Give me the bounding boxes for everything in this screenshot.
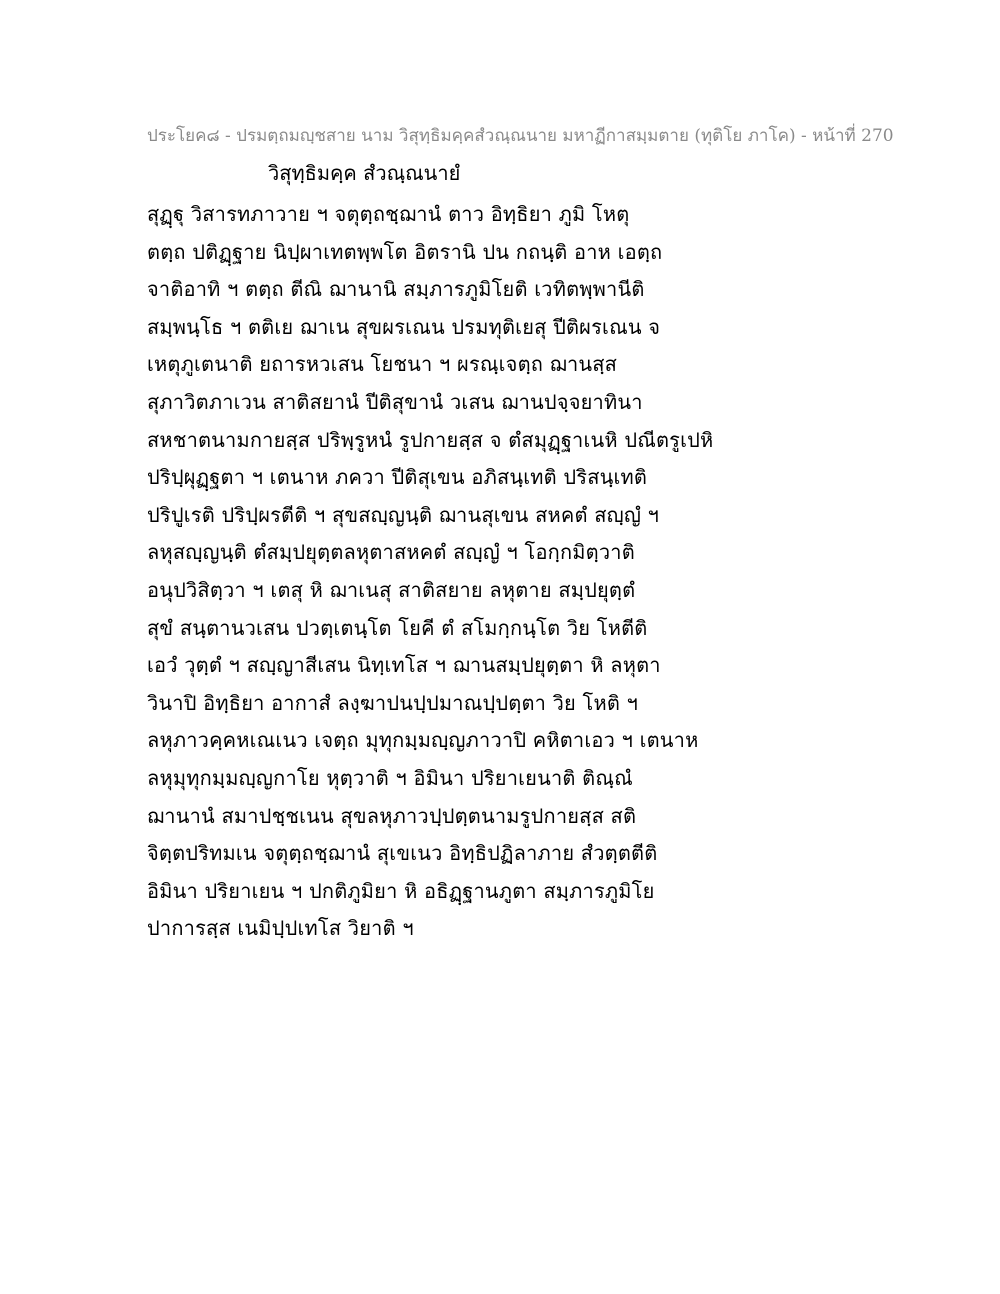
text-line: สุภาวิตภาเวน สาติสยานํ ปีติสุขานํ วเสน ฌานปจฺจยาทินา [147,389,643,414]
text-line: ปริปฺผุฏฺฐตา ฯ เตนาห ภควา ปีติสุเขน อภิสนฺเทติ ปริสนฺเทติ [147,465,648,490]
text-line: ลหุภาวคฺคหเณเนว เจตฺถ มุทุกมฺมญฺญภาวาปิ คหิตาเอว ฯ เตนาห [147,728,699,753]
text-line: จาติอาทิ ฯ ตตฺถ ตีณิ ฌานานิ สมฺภารภูมิโยติ เวทิตพฺพานีติ [147,277,645,302]
text-line: ลหุมุทุกมฺมญฺญกาโย หุตฺวาติ ฯ อิมินา ปริยาเยนาติ ติณฺณํ [147,765,633,790]
text-line: อนุปวิสิตฺวา ฯ เตสุ หิ ฌาเนสุ สาติสยาย ลหุตาย สมฺปยุตฺตํ [147,577,636,602]
text-line: สุฏฺฐุ วิสารทภาวาย ฯ จตุตฺถชฺฌานํ ตาว อิทฺธิยา ภูมิ โหตุ [147,202,630,226]
text-line: ปาการสฺส เนมิปฺปเทโส วิยาติ ฯ [147,916,414,941]
text-line: เอวํ วุตฺตํ ฯ สญฺญาสีเสน นิทฺเทโส ฯ ฌานสมฺปยุตฺตา หิ ลหุตา [147,653,661,678]
section-title: วิสุทฺธิมคฺค สํวณฺณนายํ [268,161,461,185]
text-line: ปริปูเรติ ปริปฺผรตีติ ฯ สุขสญฺญนฺติ ฌานสุเขน สหคตํ สญฺญํ ฯ [147,502,660,527]
text-line: ลหุสญฺญนฺติ ตํสมฺปยุตฺตลหุตาสหคตํ สญฺญํ ฯ โอกฺกมิตฺวาติ [147,540,635,565]
text-line: เหตุภูเตนาติ ยถารหวเสน โยชนา ฯ ผรณฺเจตฺถ ฌานสฺส [147,352,618,377]
text-line: จิตฺตปริทมเน จตุตฺถชฺฌานํ สุเขเนว อิทฺธิปฏิลาภาย สํวตฺตตีติ [147,841,658,866]
page-header: ประโยค๘ - ปรมตฺถมญฺชสาย นาม วิสุทฺธิมคฺคสํวณฺณนาย มหาฏีกาสมฺมตาย (ทุติโย ภาโค) - หน้าที่ 270 [147,126,894,146]
text-line: สหชาตนามกายสฺส ปริพฺรูหนํ รูปกายสฺส จ ตํสมุฏฺฐาเนหิ ปณีตรูเปหิ [147,427,714,452]
text-line: วินาปิ อิทฺธิยา อากาสํ ลงฺฆาปนปฺปมาณปฺปตฺตา วิย โหติ ฯ [147,690,639,715]
text-line: อิมินา ปริยาเยน ฯ ปกติภูมิยา หิ อธิฏฺฐานภูตา สมฺภารภูมิโย [147,878,655,903]
text-line: ตตฺถ ปติฏฺฐาย นิปฺผาเทตพฺพโต อิตรานิ ปน กถนฺติ อาห เอตฺถ [147,239,663,264]
text-line: ฌานานํ สมาปชฺชเนน สุขลหุภาวปฺปตฺตนามรูปกายสฺส สติ [147,803,637,828]
text-line: สมฺพนฺโธ ฯ ตติเย ฌาเน สุขผรเณน ปรมทุติเยสุ ปีติผรเณน จ [147,314,661,339]
text-line: สุขํ สนฺตานวเสน ปวตฺเตนฺโต โยคี ตํ สโมกฺกนฺโต วิย โหตีติ [147,615,648,640]
body-text [147,196,907,948]
